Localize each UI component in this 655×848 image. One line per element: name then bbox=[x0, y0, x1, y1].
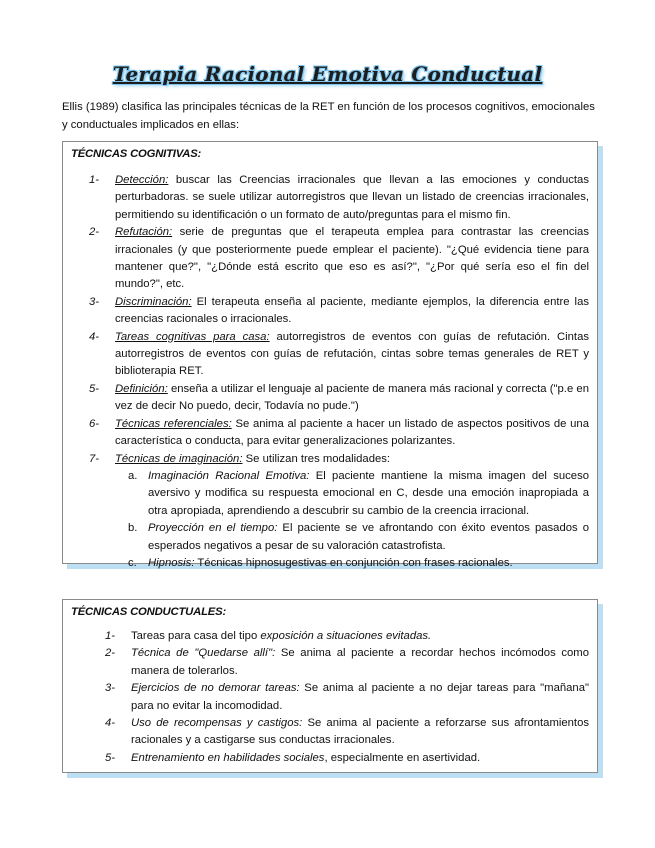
list-item: 4- Uso de recompensas y castigos: Se anima al paciente a reforzarse sus afrontamientos racionales y a castigarse sus conductas irracionales. bbox=[105, 717, 589, 747]
page-title: Terapia Racional Emotiva Conductual bbox=[112, 62, 543, 86]
cognitive-list bbox=[63, 172, 597, 572]
intro-paragraph: Ellis (1989) clasifica las principales técnicas de la RET en función de los procesos cognitivos, emocionales y conductuales implicados en ellas: bbox=[62, 101, 595, 131]
behavioral-techniques-box bbox=[62, 599, 598, 773]
list-item: 5- Entrenamiento en habilidades sociales, especialmente en asertividad. bbox=[105, 751, 481, 764]
sub-list-item: a. Imaginación Racional Emotiva: El paciente mantiene la misma imagen del suceso aversivo y modifica su respuesta emocional en C, desde una emoción inapropiada a otra apropiada, aprendiendo a descubrir su cambio de la creencia irracional. bbox=[128, 469, 589, 517]
behavioral-heading: TÉCNICAS CONDUCTUALES: bbox=[71, 606, 227, 618]
list-item: 2- Técnica de "Quedarse allí": Se anima al paciente a recordar hechos incómodos como manera de tolerarlos. bbox=[105, 647, 589, 677]
list-item: 7- Técnicas de imaginación: Se utilizan tres modalidades: a. Imaginación Racional Emotiva: El paciente mantiene la misma imagen del suceso aversivo y modifica su respuesta emocional en C, desde una emoción inapropiada a otra apropiada, aprendiendo a descubrir su cambio de la creencia irracional. b. Proyección en el tiempo: El paciente se ve afrontando con éxito eventos pasados o esperados negativos a pesar de su valoración catastrofista. c. Hipnosis: Técnicas hipnosugestivas en conjunción con frases racionales. bbox=[115, 451, 589, 573]
list-item: 3- Ejercicios de no demorar tareas: Se anima al paciente a no dejar tareas para "mañana" para no evitar la incomodidad. bbox=[105, 682, 589, 712]
list-item: 3- Discriminación: El terapeuta enseña al paciente, mediante ejemplos, la diferencia entre las creencias racionales o irracionales. bbox=[89, 295, 589, 326]
list-item: 4- Tareas cognitivas para casa: autorregistros de eventos con guías de refutación. Cintas autorregistros de eventos con guías de refutación, cintas sobre temas generales de RET y biblioterapia RET. bbox=[89, 330, 590, 378]
behavioral-list bbox=[63, 628, 597, 767]
list-item: 1- Detección: buscar las Creencias irracionales que llevan a las emociones y conductas perturbadoras. se suele utilizar autorregistros que llevan un listado de creencias irracionales, permitiendo su identificación o un formato de auto/preguntas para el mismo fin. bbox=[89, 174, 589, 221]
list-item: 5- Definición: enseña a utilizar el lenguaje al paciente de manera más racional y correcta ("p.e en vez de decir No puedo, decir, Todavía no pude.") bbox=[89, 382, 589, 413]
cognitive-techniques-box bbox=[62, 141, 598, 569]
sub-list-item: c. Hipnosis: Técnicas hipnosugestivas en conjunción con frases racionales. bbox=[128, 556, 513, 569]
list-item: 2- Refutación: serie de preguntas que el terapeuta emplea para contrastar las creencias irracionales (y que posteriormente puede emplear el paciente). "¿Qué evidencia tiene para mantener que?", "¿Dónde está escrito que eso es así?", "¿Por qué sería eso el fin del mundo?", etc. bbox=[89, 226, 589, 291]
cognitive-heading: TÉCNICAS COGNITIVAS: bbox=[71, 148, 202, 160]
list-item: 6- Técnicas referenciales: Se anima al paciente a hacer un listado de aspectos positivos de una característica o conducta, para evitar generalizaciones polarizantes. bbox=[89, 417, 589, 448]
sub-list-item: b. Proyección en el tiempo: El paciente se ve afrontando con éxito eventos pasados o esperados negativos a pesar de su valoración catastrofista. bbox=[128, 522, 589, 552]
list-item: 1- Tareas para casa del tipo exposición a situaciones evitadas. bbox=[105, 630, 432, 642]
